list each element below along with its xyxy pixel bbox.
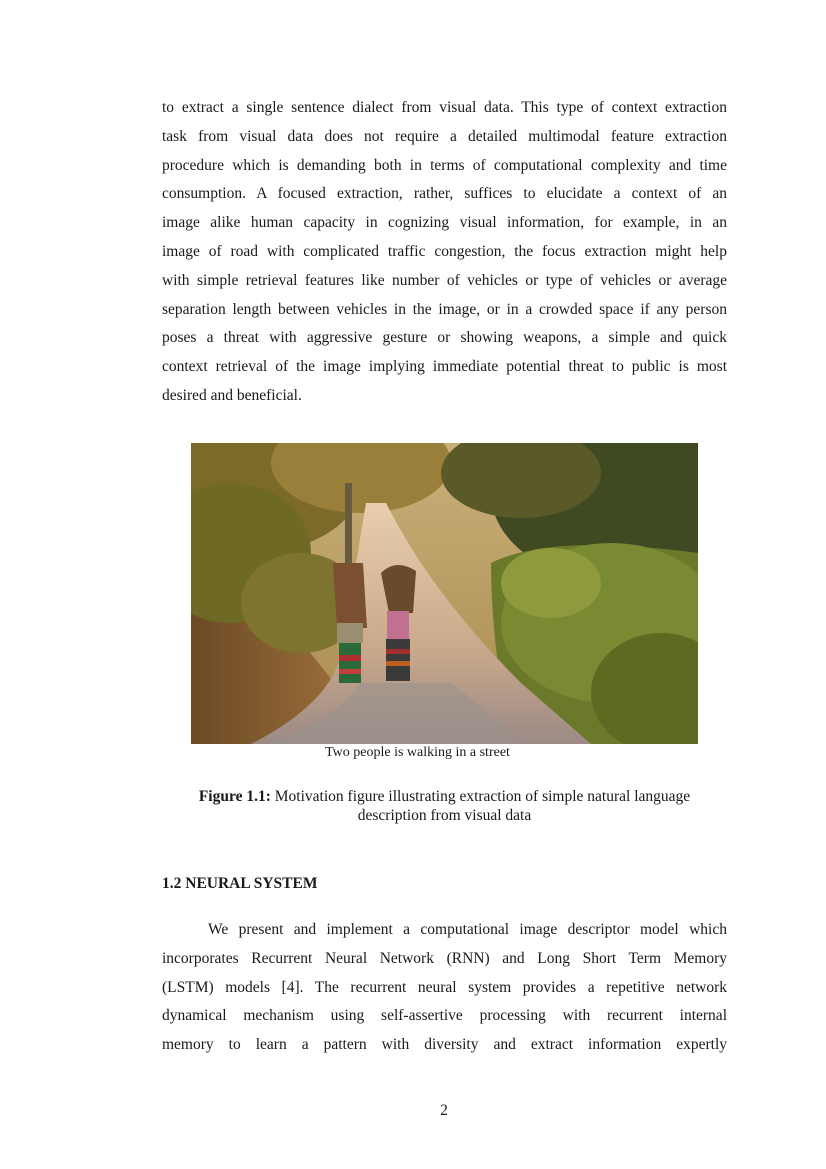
figure-photo-road xyxy=(191,443,698,744)
paragraph-line: consumption. A focused extraction, rather, suffices to elucidate a context of an xyxy=(162,185,727,203)
image-inline-caption: Two people is walking in a street xyxy=(325,745,510,760)
road-photo-illustration xyxy=(191,443,698,744)
paragraph-line: task from visual data does not require a detailed multimodal feature extraction xyxy=(162,127,727,145)
figure-caption xyxy=(162,787,727,825)
paragraph-line: to extract a single sentence dialect from visual data. This type of context extraction xyxy=(162,99,727,116)
paragraph-line: context retrieval of the image implying immediate potential threat to public is most xyxy=(162,358,727,376)
paragraph-line: desired and beneficial. xyxy=(162,386,302,404)
paragraph-line: image alike human capacity in cognizing visual information, for example, in an xyxy=(162,214,727,232)
figure-label: Figure 1.1: xyxy=(198,788,271,805)
figure-caption-line1 xyxy=(162,787,727,806)
figure-caption-text: Motivation figure illustrating extraction of simple natural language xyxy=(270,788,691,805)
paragraph-line: poses a threat with aggressive gesture or showing weapons, a simple and quick xyxy=(162,329,727,347)
paragraph-line: (LSTM) models [4]. The recurrent neural system provides a repetitive network xyxy=(162,978,727,996)
paragraph-line: incorporates Recurrent Neural Network (RNN) and Long Short Term Memory xyxy=(162,949,727,967)
paragraph-line: We present and implement a computational image descriptor model which xyxy=(208,921,727,938)
section-heading: 1.2 NEURAL SYSTEM xyxy=(162,875,318,892)
paragraph-line: memory to learn a pattern with diversity and extract information expertly xyxy=(162,1036,727,1054)
paragraph-line: with simple retrieval features like number of vehicles or type of vehicles or average xyxy=(162,271,727,289)
paragraph-line: separation length between vehicles in the image, or in a crowded space if any person xyxy=(162,300,727,318)
page-number: 2 xyxy=(440,1102,448,1119)
figure-caption-line2: description from visual data xyxy=(357,807,532,824)
paragraph-line: procedure which is demanding both in terms of computational complexity and time xyxy=(162,156,727,174)
paragraph-line: image of road with complicated traffic congestion, the focus extraction might help xyxy=(162,242,727,260)
body-paragraph-bottom xyxy=(162,916,727,1060)
paragraph-line: dynamical mechanism using self-assertive processing with recurrent internal xyxy=(162,1007,727,1025)
body-paragraph-top xyxy=(162,94,727,411)
